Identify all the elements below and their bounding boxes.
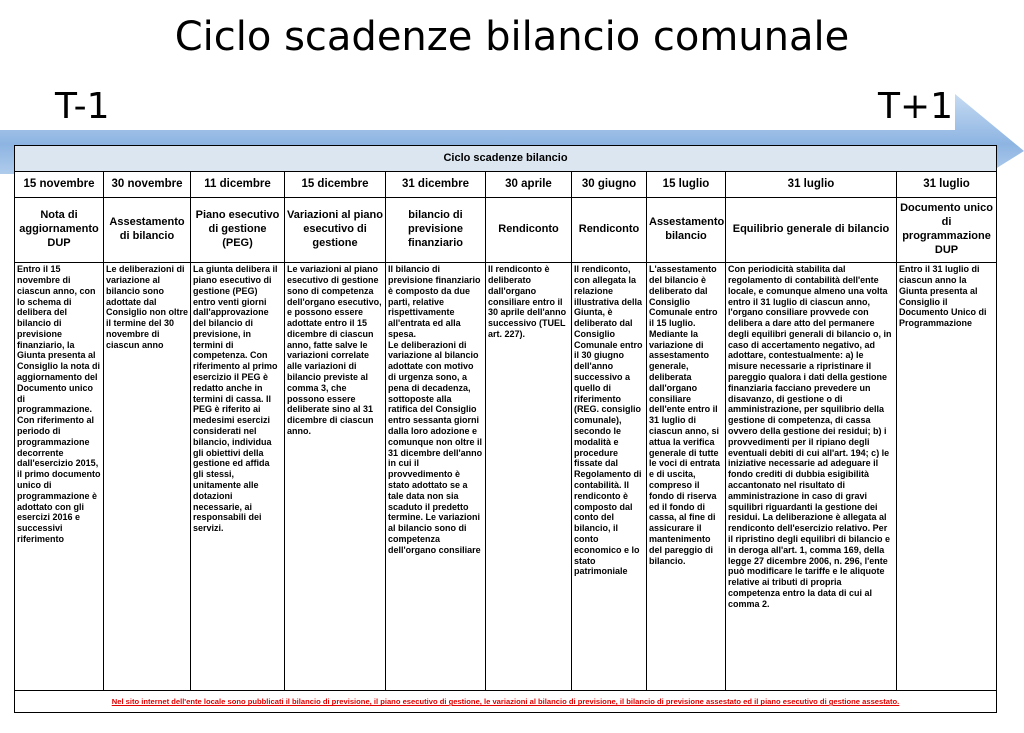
deadline-description: Entro il 31 luglio di ciascun anno la Giunta presenta al Consiglio il Documento Unico di Programmazione — [897, 263, 997, 691]
deadline-heading: Piano esecutivo di gestione (PEG) — [191, 197, 285, 262]
deadline-heading: Rendiconto — [486, 197, 572, 262]
deadline-heading: Documento unico di programmazione DUP — [897, 197, 997, 262]
deadline-description: L'assestamento del bilancio è deliberato dal Consiglio Comunale entro il 15 luglio. Mediante la variazione di assestamento generale, deliberata dall'organo consiliare dell'ente entro il 31 luglio di ciascun anno, si attua la verifica generale di tutte le voci di entrata e di uscita, compreso il fondo di riserva ed il fondo di cassa, al fine di assicurare il mantenimento del pareggio di bilancio. — [647, 263, 726, 691]
deadline-date: 31 dicembre — [386, 171, 486, 197]
t-plus-1-label: T+1 — [878, 86, 954, 127]
deadline-description: Entro il 15 novembre di ciascun anno, con lo schema di delibera del bilancio di previsione finanziario, la Giunta presenta al Consiglio la nota di aggiornamento del Documento unico di programmazione. Con riferimento al periodo di programmazione decorrente dall'esercizio 2015, il primo documento unico di programmazione è adottato con gli esercizi 2016 e successivi riferimento — [15, 263, 104, 691]
deadline-description: Le deliberazioni di variazione al bilancio sono adottate dal Consiglio non oltre il termine del 30 novembre di ciascun anno — [104, 263, 191, 691]
deadline-heading: Nota di aggiornamento DUP — [15, 197, 104, 262]
slide-title: Ciclo scadenze bilancio comunale — [174, 14, 850, 60]
deadline-description: Il bilancio di previsione finanziario è composto da due parti, relative rispettivamente all'entrata ed alla spesa. Le deliberazioni di variazione al bilancio adottate con motivo di urgenza sono, a pena di decadenza, sottoposte alla ratifica del Consiglio entro sessanta giorni dalla loro adozione e comunque non oltre il 31 dicembre dell'anno in cui il provvedimento è stato adottato se a tale data non sia scaduto il predetto termine. Le variazioni al bilancio sono di competenza dell'organo consiliare — [386, 263, 486, 691]
deadline-heading: Variazioni al piano esecutivo di gestione — [285, 197, 386, 262]
deadline-date: 11 dicembre — [191, 171, 285, 197]
deadline-date: 15 novembre — [15, 171, 104, 197]
deadline-heading: Assestamento di bilancio — [104, 197, 191, 262]
deadline-date: 15 dicembre — [285, 171, 386, 197]
deadline-date: 31 luglio — [897, 171, 997, 197]
deadline-heading: Assestamento bilancio — [647, 197, 726, 262]
deadline-description: Il rendiconto, con allegata la relazione illustrativa della Giunta, è deliberato dal Consiglio Comunale entro il 30 giugno dell'anno successivo a quello di riferimento (REG. consiglio comunale), secondo le modalità e procedure fissate dal Regolamento di contabilità. Il rendiconto è composto dal conto del bilancio, il conto economico e lo stato patrimoniale — [572, 263, 647, 691]
deadline-date: 15 luglio — [647, 171, 726, 197]
deadline-date: 31 luglio — [726, 171, 897, 197]
deadline-date: 30 novembre — [104, 171, 191, 197]
deadline-date: 30 aprile — [486, 171, 572, 197]
deadline-heading: Equilibrio generale di bilancio — [726, 197, 897, 262]
deadline-description: Le variazioni al piano esecutivo di gestione sono di competenza dell'organo esecutivo, e possono essere adottate entro il 15 dicembre di ciascun anno, fatte salve le variazioni correlate alle variazioni di bilancio previste al comma 3, che possono essere deliberate sino al 31 dicembre di ciascun anno. — [285, 263, 386, 691]
deadline-description: Il rendiconto è deliberato dall'organo consiliare entro il 30 aprile dell'anno successivo (TUEL art. 227). — [486, 263, 572, 691]
deadline-heading: bilancio di previsione finanziario — [386, 197, 486, 262]
deadline-description: Con periodicità stabilita dal regolamento di contabilità dell'ente locale, e comunque almeno una volta entro il 31 luglio di ciascun anno, l'organo consiliare provvede con delibera a dare atto del permanere degli equilibri generali di bilancio o, in caso di accertamento negativo, ad adottare, contestualmente: a) le misure necessarie a ripristinare il pareggio qualora i dati della gestione finanziaria facciano prevedere un disavanzo, di gestione o di amministrazione, per squilibrio della gestione di competenza, di cassa ovvero della gestione dei residui; b) i provvedimenti per il ripiano degli eventuali debiti di cui all'art. 194; c) le iniziative necessarie ad adeguare il fondo crediti di dubbia esigibilità accantonato nel risultato di amministrazione in caso di gravi squilibri riguardanti la gestione dei residui. La deliberazione è allegata al rendiconto dell'esercizio relativo. Per il ripristino degli equilibri di bilancio e in deroga all'art. 1, comma 169, della legge 27 dicembre 2006, n. 296, l'ente può modificare le tariffe e le aliquote relative ai tributi di propria competenza entro la data di cui al comma 2. — [726, 263, 897, 691]
t-minus-1-label: T-1 — [55, 86, 110, 127]
deadline-heading: Rendiconto — [572, 197, 647, 262]
deadline-date: 30 giugno — [572, 171, 647, 197]
deadline-table — [14, 145, 996, 713]
deadline-description: La giunta delibera il piano esecutivo di gestione (PEG) entro venti giorni dall'approvazione del bilancio di previsione, in termini di competenza. Con riferimento al primo esercizio il PEG è redatto anche in termini di cassa. Il PEG è riferito ai medesimi esercizi considerati nel bilancio, individua gli obiettivi della gestione ed affida gli stessi, unitamente alle dotazioni necessarie, ai responsabili dei servizi. — [191, 263, 285, 691]
publication-note: Nel sito internet dell'ente locale sono pubblicati il bilancio di previsione, il piano esecutivo di gestione, le variazioni al bilancio di previsione, il bilancio di previsione assestato ed il piano esecutivo di gestione assestato. — [15, 691, 997, 713]
table-banner: Ciclo scadenze bilancio — [15, 146, 997, 172]
